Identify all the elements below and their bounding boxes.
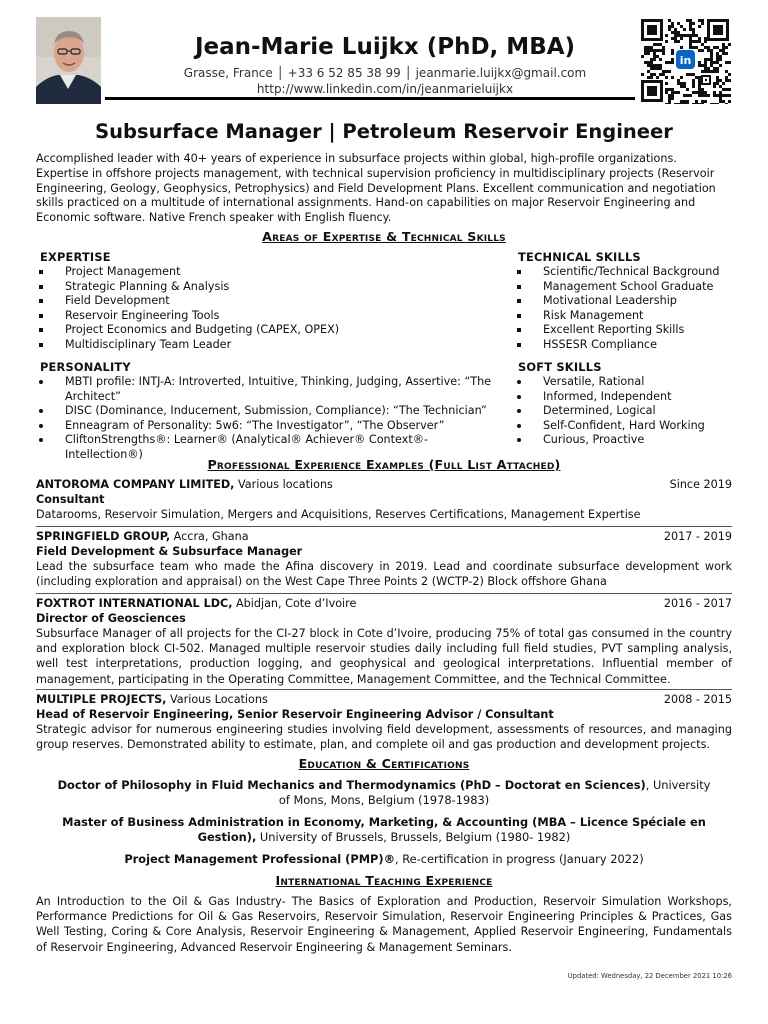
list-item: Reservoir Engineering Tools xyxy=(36,309,506,324)
technical-skills-list xyxy=(514,265,734,353)
expertise-heading: EXPERTISE xyxy=(40,250,111,264)
profile-summary: Accomplished leader with 40+ years of experience in subsurface projects within global, high-profile organizations. Expertise in offshore projects management, with technical supervision proficiency in multidisciplinary projects (Reservoir Engineering, Geology, Geophysics, Petrophysics) and Field Development Plans. Excellent communication and negotiation skills practiced on a multitude of international assignments. Hand-on capabilities on major Reservoir Engineering and Economic software. Native French speaker with English fluency. xyxy=(36,152,716,225)
job-description: Strategic advisor for numerous engineering studies involving field development, assessments of resources, and managing group reserves. Demonstrated ability to estimate, plan, and complete oil and gas production and development projects. xyxy=(36,723,732,752)
svg-text:in: in xyxy=(679,54,692,67)
education-entry: Doctor of Philosophy in Fluid Mechanics and Thermodynamics (PhD – Doctorat en Sciences), University of Mons, Mons, Belgium (1978-1983) xyxy=(57,778,711,807)
header-divider xyxy=(105,97,635,100)
job-dates: Since 2019 xyxy=(669,478,732,491)
list-item: Curious, Proactive xyxy=(514,433,734,448)
skills-section-title: Areas of Expertise & Technical Skills xyxy=(262,229,506,244)
job-divider xyxy=(36,526,732,527)
job-entry xyxy=(36,477,732,522)
soft-skills-heading: SOFT SKILLS xyxy=(518,360,602,374)
job-company: SPRINGFIELD GROUP, xyxy=(36,530,171,543)
job-location: Various Locations xyxy=(166,693,268,706)
job-location: Various locations xyxy=(234,478,333,491)
list-item: Scientific/Technical Background xyxy=(514,265,734,280)
personality-heading: PERSONALITY xyxy=(40,360,131,374)
list-item: Enneagram of Personality: 5w6: “The Investigator”, “The Observer” xyxy=(36,419,506,434)
job-company: ANTOROMA COMPANY LIMITED, xyxy=(36,478,235,491)
list-item: Self-Confident, Hard Working xyxy=(514,419,734,434)
job-description: Subsurface Manager of all projects for the CI-27 block in Cote d’Ivoire, producing 75% of total gas consumed in the country and exploration block CI-502. Managed multiple reservoir studies daily including full field studies, PVT sampling analysis, well test interpretations, production logging, and geophysical and geological interpretations. Influential member of management, participating in the Operating Committee, Management Committee, and the Technical Committee. xyxy=(36,627,732,686)
list-item: HSSESR Compliance xyxy=(514,338,734,353)
job-company: MULTIPLE PROJECTS, xyxy=(36,693,167,706)
job-description: Lead the subsurface team who made the Afina discovery in 2019. Lead and coordinate subsurface development work (including exploration and appraisal) on the West Cape Three Points 2 (WCTP-2) Block offshore Ghana xyxy=(36,560,732,589)
list-item: Risk Management xyxy=(514,309,734,324)
job-role: Director of Geosciences xyxy=(36,612,186,625)
education-entry: Master of Business Administration in Economy, Marketing, & Accounting (MBA – Licence Spéciale en Gestion), University of Brussels, Brussels, Belgium (1980- 1982) xyxy=(62,815,706,844)
list-item: Field Development xyxy=(36,294,506,309)
certification-entry: Project Management Professional (PMP)®, Re-certification in progress (January 2022) xyxy=(124,852,644,866)
list-item: Strategic Planning & Analysis xyxy=(36,280,506,295)
job-role: Field Development & Subsurface Manager xyxy=(36,545,303,558)
job-entry xyxy=(36,692,732,752)
list-item: Project Management xyxy=(36,265,506,280)
contact-line[interactable]: Grasse, France │ +33 6 52 85 38 99 │ jeanmarie.luijkx@gmail.com xyxy=(183,66,587,80)
job-company: FOXTROT INTERNATIONAL LDC, xyxy=(36,597,233,610)
teaching-section-title: International Teaching Experience xyxy=(275,873,493,888)
soft-skills-list xyxy=(514,375,734,448)
job-role: Consultant xyxy=(36,493,105,506)
job-role: Head of Reservoir Engineering, Senior Reservoir Engineering Advisor / Consultant xyxy=(36,708,554,721)
job-dates: 2017 - 2019 xyxy=(663,530,732,543)
job-divider xyxy=(36,593,732,594)
list-item: Multidisciplinary Team Leader xyxy=(36,338,506,353)
list-item: Project Economics and Budgeting (CAPEX, OPEX) xyxy=(36,323,506,338)
last-updated-stamp: Updated: Wednesday, 22 December 2021 10:26 xyxy=(567,972,732,980)
job-location: Abidjan, Cote d’Ivoire xyxy=(232,597,357,610)
job-entry xyxy=(36,529,732,589)
job-description: Datarooms, Reservoir Simulation, Mergers and Acquisitions, Reserves Certifications, Management Expertise xyxy=(36,508,641,521)
list-item: Motivational Leadership xyxy=(514,294,734,309)
list-item: Determined, Logical xyxy=(514,404,734,419)
job-entry xyxy=(36,596,732,687)
list-item: Informed, Independent xyxy=(514,390,734,405)
job-dates: 2008 - 2015 xyxy=(663,693,732,706)
job-divider xyxy=(36,689,732,690)
candidate-name: Jean-Marie Luijkx (PhD, MBA) xyxy=(194,34,576,60)
technical-skills-heading: TECHNICAL SKILLS xyxy=(518,250,641,264)
list-item: Management School Graduate xyxy=(514,280,734,295)
education-section-title: Education & Certifications xyxy=(298,756,470,771)
job-location: Accra, Ghana xyxy=(170,530,249,543)
professional-headline: Subsurface Manager | Petroleum Reservoir Engineer xyxy=(95,120,673,143)
list-item: CliftonStrengths®: Learner® (Analytical® Achiever® Context®- Intellection®) xyxy=(36,433,506,462)
portrait-photo-icon xyxy=(36,17,101,104)
personality-list xyxy=(36,375,506,463)
experience-section-title: Professional Experience Examples (Full List Attached) xyxy=(207,457,561,472)
list-item: DISC (Dominance, Inducement, Submission, Compliance): “The Technician” xyxy=(36,404,506,419)
teaching-description: An Introduction to the Oil & Gas Industry- The Basics of Exploration and Production, Reservoir Simulation Workshops, Performance Predictions for Oil & Gas Reservoirs, Reservoir Simulation, Reservoir Engineering Principles & Practices, Gas Well Testing, Coring & Core Analysis, Reservoir Engineering & Management, Applied Reservoir Engineering, Fundamentals of Reservoir Engineering, Advanced Reservoir Engineering & Management Seminars. xyxy=(36,895,732,954)
list-item: Excellent Reporting Skills xyxy=(514,323,734,338)
list-item: MBTI profile: INTJ-A: Introverted, Intuitive, Thinking, Judging, Assertive: “The Architect” xyxy=(36,375,506,404)
list-item: Versatile, Rational xyxy=(514,375,734,390)
job-dates: 2016 - 2017 xyxy=(663,597,732,610)
expertise-list xyxy=(36,265,506,353)
qr-code-icon[interactable] xyxy=(639,17,731,104)
linkedin-link[interactable]: http://www.linkedin.com/in/jeanmarieluijkx xyxy=(256,82,514,96)
